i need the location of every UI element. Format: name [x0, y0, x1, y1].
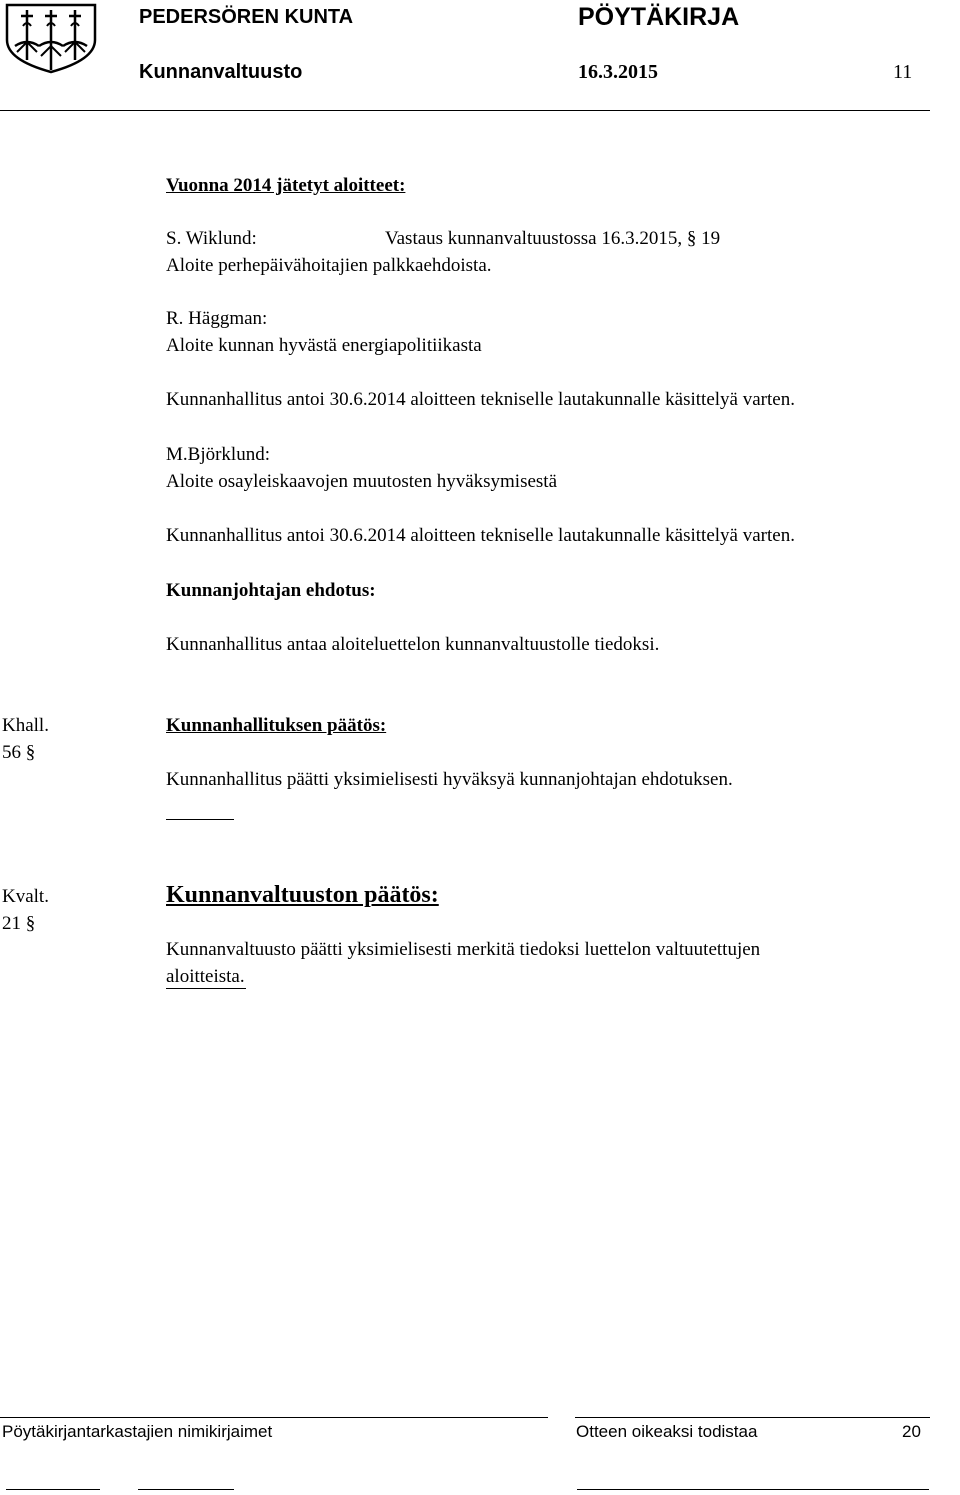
municipality-name: PEDERSÖREN KUNTA [139, 6, 354, 28]
certified-label: Otteen oikeaksi todistaa [576, 1422, 758, 1441]
kvalt-label: Kvalt. [2, 886, 49, 907]
initiative-1-author: S. Wiklund: [166, 228, 257, 249]
proposal-heading: Kunnanjohtajan ehdotus: [166, 580, 376, 601]
kvalt-end-rule [166, 988, 246, 989]
initiative-3-author: M.Björklund: [166, 444, 270, 465]
footer-divider-right [575, 1417, 930, 1418]
proposal-text: Kunnanhallitus antaa aloiteluettelon kunnanvaltuustolle tiedoksi. [166, 634, 660, 655]
initiatives-heading: Vuonna 2014 jätetyt aloitteet: [166, 175, 406, 196]
khall-label: Khall. [2, 715, 49, 736]
header-divider [0, 110, 930, 111]
municipality-coat-of-arms [3, 2, 99, 74]
initiative-1-title: Aloite perhepäivähoitajien palkkaehdoista. [166, 255, 492, 276]
khall-section: 56 § [2, 742, 36, 763]
footer-divider-left [0, 1417, 548, 1418]
document-type: PÖYTÄKIRJA [578, 3, 740, 31]
footer-page-number: 20 [902, 1422, 921, 1441]
kvalt-decision-heading: Kunnanvaltuuston päätös: [166, 882, 439, 908]
certification-signature-line [577, 1489, 929, 1490]
kvalt-decision-text-line2: aloitteista. [166, 966, 245, 987]
initiative-2-action: Kunnanhallitus antoi 30.6.2014 aloitteen tekniselle lautakunnalle käsittelyä varten. [166, 389, 795, 410]
kvalt-decision-text-line1: Kunnanvaltuusto päätti yksimielisesti merkitä tiedoksi luettelon valtuutettujen [166, 939, 761, 960]
meeting-date: 16.3.2015 [578, 61, 658, 83]
initiative-1-answer: Vastaus kunnanvaltuustossa 16.3.2015, § 19 [385, 228, 721, 249]
khall-decision-text: Kunnanhallitus päätti yksimielisesti hyväksyä kunnanjohtajan ehdotuksen. [166, 769, 733, 790]
khall-end-rule [166, 819, 234, 820]
initiative-2-author: R. Häggman: [166, 308, 268, 329]
signature-line-2 [138, 1489, 234, 1490]
kvalt-section: 21 § [2, 913, 36, 934]
page-number: 11 [893, 61, 913, 83]
signatures-label: Pöytäkirjantarkastajien nimikirjaimet [2, 1422, 273, 1441]
khall-decision-heading: Kunnanhallituksen päätös: [166, 715, 387, 736]
signature-line-1 [6, 1489, 100, 1490]
initiative-3-action: Kunnanhallitus antoi 30.6.2014 aloitteen tekniselle lautakunnalle käsittelyä varten. [166, 525, 795, 546]
initiative-3-title: Aloite osayleiskaavojen muutosten hyväksymisestä [166, 471, 558, 492]
initiative-2-title: Aloite kunnan hyvästä energiapolitiikasta [166, 335, 482, 356]
body-name: Kunnanvaltuusto [139, 61, 303, 83]
